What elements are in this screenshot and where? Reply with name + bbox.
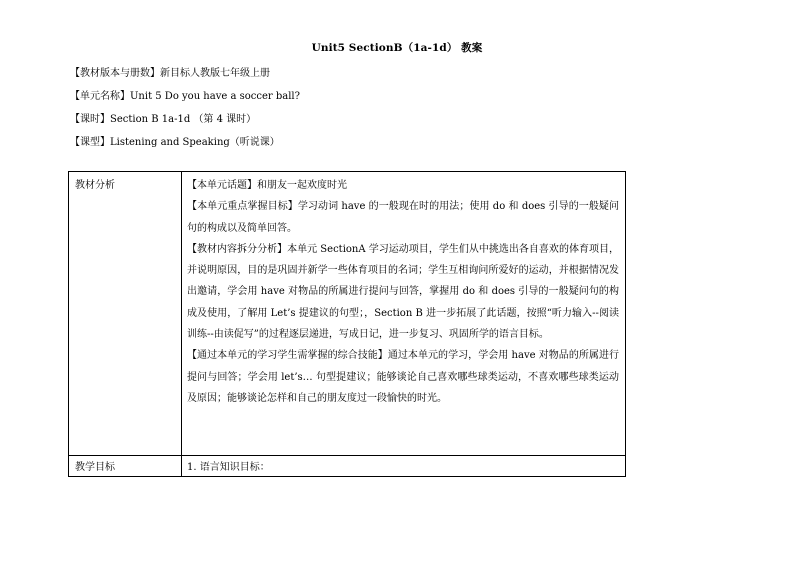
meta-unit-name [70,87,300,102]
meta-label: 【教材版本与册数】 [70,68,160,79]
meta-label: 【单元名称】 [70,91,130,102]
paragraph-text: 学习动词 have 的一般现在时的用法；使用 do 和 does 引导的一般疑问句的构成以及简单回答。 [187,201,619,234]
meta-textbook-edition [70,64,270,79]
table-row [69,172,626,456]
paragraph-comprehensive-skills [187,345,619,409]
row-header-textbook-analysis: 教材分析 [69,172,182,456]
paragraph-text: 本单元 SectionA 学习运动项目，学生们从中挑选出各自喜欢的体育项目，并说明原因，目的是巩固并新学一些体育项目的名词；学生互相询问所爱好的运动，并根据情况发出邀请，学会用 have 对物品的所属进行提问与回答，掌握用 do 和 does 引导的一般疑问句的构成及使用，了解用 Let’s 提建议的句型；，Section B 进一步拓展了此话题，按照“听力输入--阅读训练--由读促写”的过程逐层递进，写成日记，进一步复习、巩固所学的语言目标。 [187,243,619,341]
paragraph-key-objectives [187,196,619,239]
meta-label: 【课时】 [70,114,110,125]
meta-lesson-type [70,133,280,148]
meta-value: Listening and Speaking（听说课） [110,137,280,148]
meta-lesson-period [70,110,256,125]
meta-value: Unit 5 Do you have a soccer ball? [130,91,300,102]
paragraph-text: 通过本单元的学习，学会用 have 对物品的所属进行提问与回答；学会用 let’s… 句型提建议；能够谈论自己喜欢哪些球类运动，不喜欢哪些球类运动及原因；能够谈论怎样和自己的朋友度过一段愉快的时光。 [187,350,620,404]
row-header-teaching-objectives: 教学目标 [69,456,182,477]
paragraph-label: 【通过本单元的学习学生需掌握的综合技能】 [187,350,388,362]
paragraph-content-analysis [187,239,619,345]
lesson-plan-table [68,171,626,477]
meta-value: 新目标人教版七年级上册 [160,68,270,79]
paragraph-label: 【本单元重点掌握目标】 [187,201,298,213]
teaching-objectives-cell: 1. 语言知识目标： [182,456,626,477]
meta-value: Section B 1a-1d （第 4 课时） [110,114,257,125]
meta-label: 【课型】 [70,137,110,148]
paragraph-unit-topic [187,175,619,196]
textbook-analysis-cell [182,172,626,456]
paragraph-label: 【教材内容拆分分析】 [187,243,288,255]
paragraph-text: 和朋友一起欢度时光 [257,180,347,191]
table-row [69,456,626,477]
paragraph-label: 【本单元话题】 [187,180,257,191]
document-title: Unit5 SectionB（1a-1d） 教案 [311,42,483,54]
